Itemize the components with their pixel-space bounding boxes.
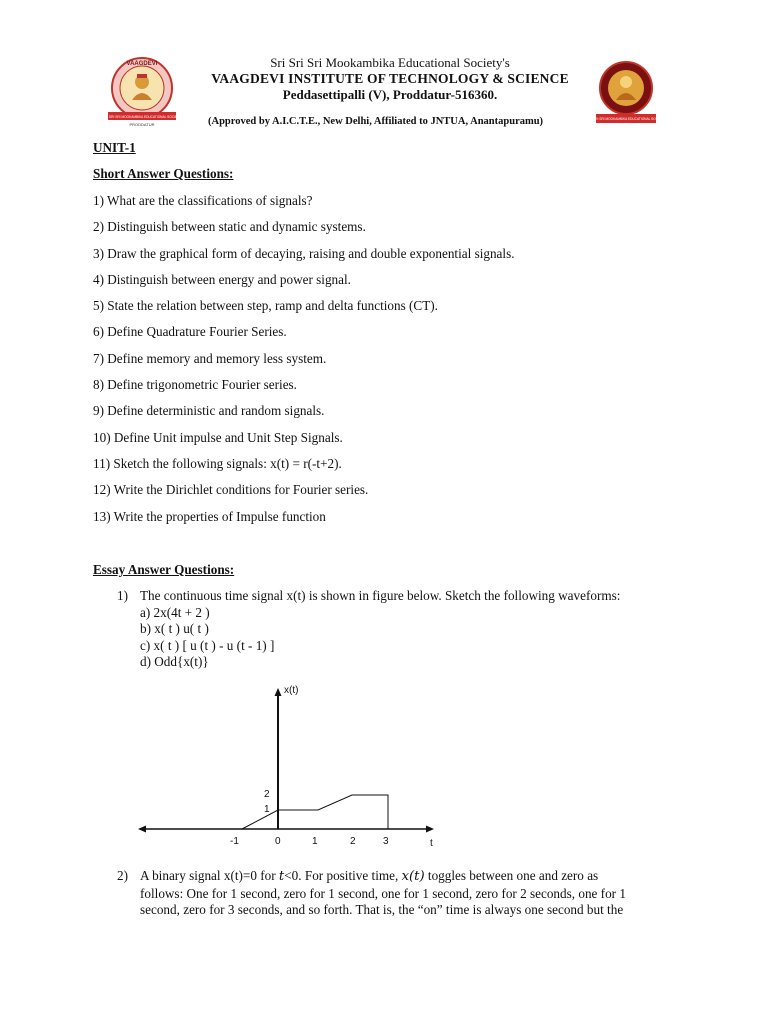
logo-left-ribbon: SRI SRI SRI MOOKAMBIKA EDUCATIONAL SOCIETY	[102, 115, 182, 119]
short-question: 1) What are the classifications of signals?	[93, 193, 313, 208]
short-question: 11) Sketch the following signals: x(t) = r(-t+2).	[93, 456, 342, 471]
variable-xt: x(t)	[401, 869, 425, 884]
essay-question-2	[140, 868, 670, 919]
short-question: 9) Define deterministic and random signals.	[93, 403, 325, 418]
essay-q2-line-3: second, zero for 3 seconds, and so forth. That is, the “on” time is always one second but the	[140, 902, 624, 917]
logo-right-ribbon: SRI SRI SRI MOOKAMBIKA EDUCATIONAL SOCIETY	[586, 117, 666, 121]
y-tick-label: 1	[264, 804, 270, 815]
y-axis-arrow	[275, 688, 282, 696]
essay-q2-line-1	[140, 868, 670, 886]
x-axis-arrow-left	[138, 826, 146, 833]
society-logo-right	[586, 60, 666, 128]
variable-t: t	[278, 869, 285, 884]
short-answer-heading: Short Answer Questions:	[93, 166, 234, 181]
q2-text-part: A binary signal x(t)=0 for	[140, 868, 279, 883]
unit-title: UNIT-1	[93, 140, 136, 155]
q2-text-part: toggles between one and zero as	[424, 868, 599, 883]
institute-logo-left	[104, 56, 180, 128]
short-question: 3) Draw the graphical form of decaying, raising and double exponential signals.	[93, 246, 515, 261]
signal-figure	[136, 680, 446, 855]
x-axis-label: t	[430, 838, 433, 849]
essay-subpart: b) x( t ) u( t )	[140, 621, 209, 636]
essay-question-1	[140, 588, 670, 671]
y-tick-label: 2	[264, 789, 270, 800]
short-question: 12) Write the Dirichlet conditions for Fourier series.	[93, 482, 369, 497]
x-tick-label: 2	[350, 836, 356, 847]
x-tick-label: 0	[275, 836, 281, 847]
essay-q2-line-2: follows: One for 1 second, zero for 1 second, one for 1 second, zero for 2 seconds, one for 1	[140, 885, 626, 901]
essay-subpart: c) x( t ) [ u (t ) - u (t - 1) ]	[140, 637, 275, 653]
q2-text-part: <0. For positive time,	[284, 868, 402, 883]
short-question: 8) Define trigonometric Fourier series.	[93, 377, 297, 392]
short-question: 6) Define Quadrature Fourier Series.	[93, 324, 287, 339]
short-question: 7) Define memory and memory less system.	[93, 351, 327, 366]
short-question: 13) Write the properties of Impulse function	[93, 509, 326, 524]
short-question: 2) Distinguish between static and dynamic systems.	[93, 219, 366, 234]
short-question: 10) Define Unit impulse and Unit Step Signals.	[93, 430, 343, 445]
x-tick-label: 1	[312, 836, 318, 847]
essay-answer-heading: Essay Answer Questions:	[93, 562, 235, 577]
logo-left-top-text: VAAGDEVI	[126, 61, 158, 67]
society-name: Sri Sri Sri Mookambika Educational Society's	[270, 55, 510, 70]
institute-address: Peddasettipalli (V), Proddatur-516360.	[282, 87, 498, 102]
x-tick-label: 3	[383, 836, 389, 847]
essay-subpart: a) 2x(4t + 2 )	[140, 604, 210, 620]
approval-line: (Approved by A.I.C.T.E., New Delhi, Affiliated to JNTUA, Anantapuramu)	[208, 116, 544, 127]
x-axis-arrow-right	[426, 826, 434, 833]
essay-question-number: 1)	[117, 588, 128, 603]
essay-question-text: The continuous time signal x(t) is shown in figure below. Sketch the following waveforms:	[140, 588, 621, 603]
essay-subpart: d) Odd{x(t)}	[140, 654, 209, 669]
y-axis-label: x(t)	[284, 685, 299, 696]
short-question: 4) Distinguish between energy and power signal.	[93, 272, 351, 287]
institute-name: VAAGDEVI INSTITUTE OF TECHNOLOGY & SCIENCE	[211, 71, 569, 86]
x-tick-label: -1	[230, 836, 239, 847]
essay-question-number: 2)	[117, 868, 128, 883]
short-question: 5) State the relation between step, ramp and delta functions (CT).	[93, 298, 438, 313]
logo-left-bottom-text: PRODDATUR	[129, 122, 155, 127]
